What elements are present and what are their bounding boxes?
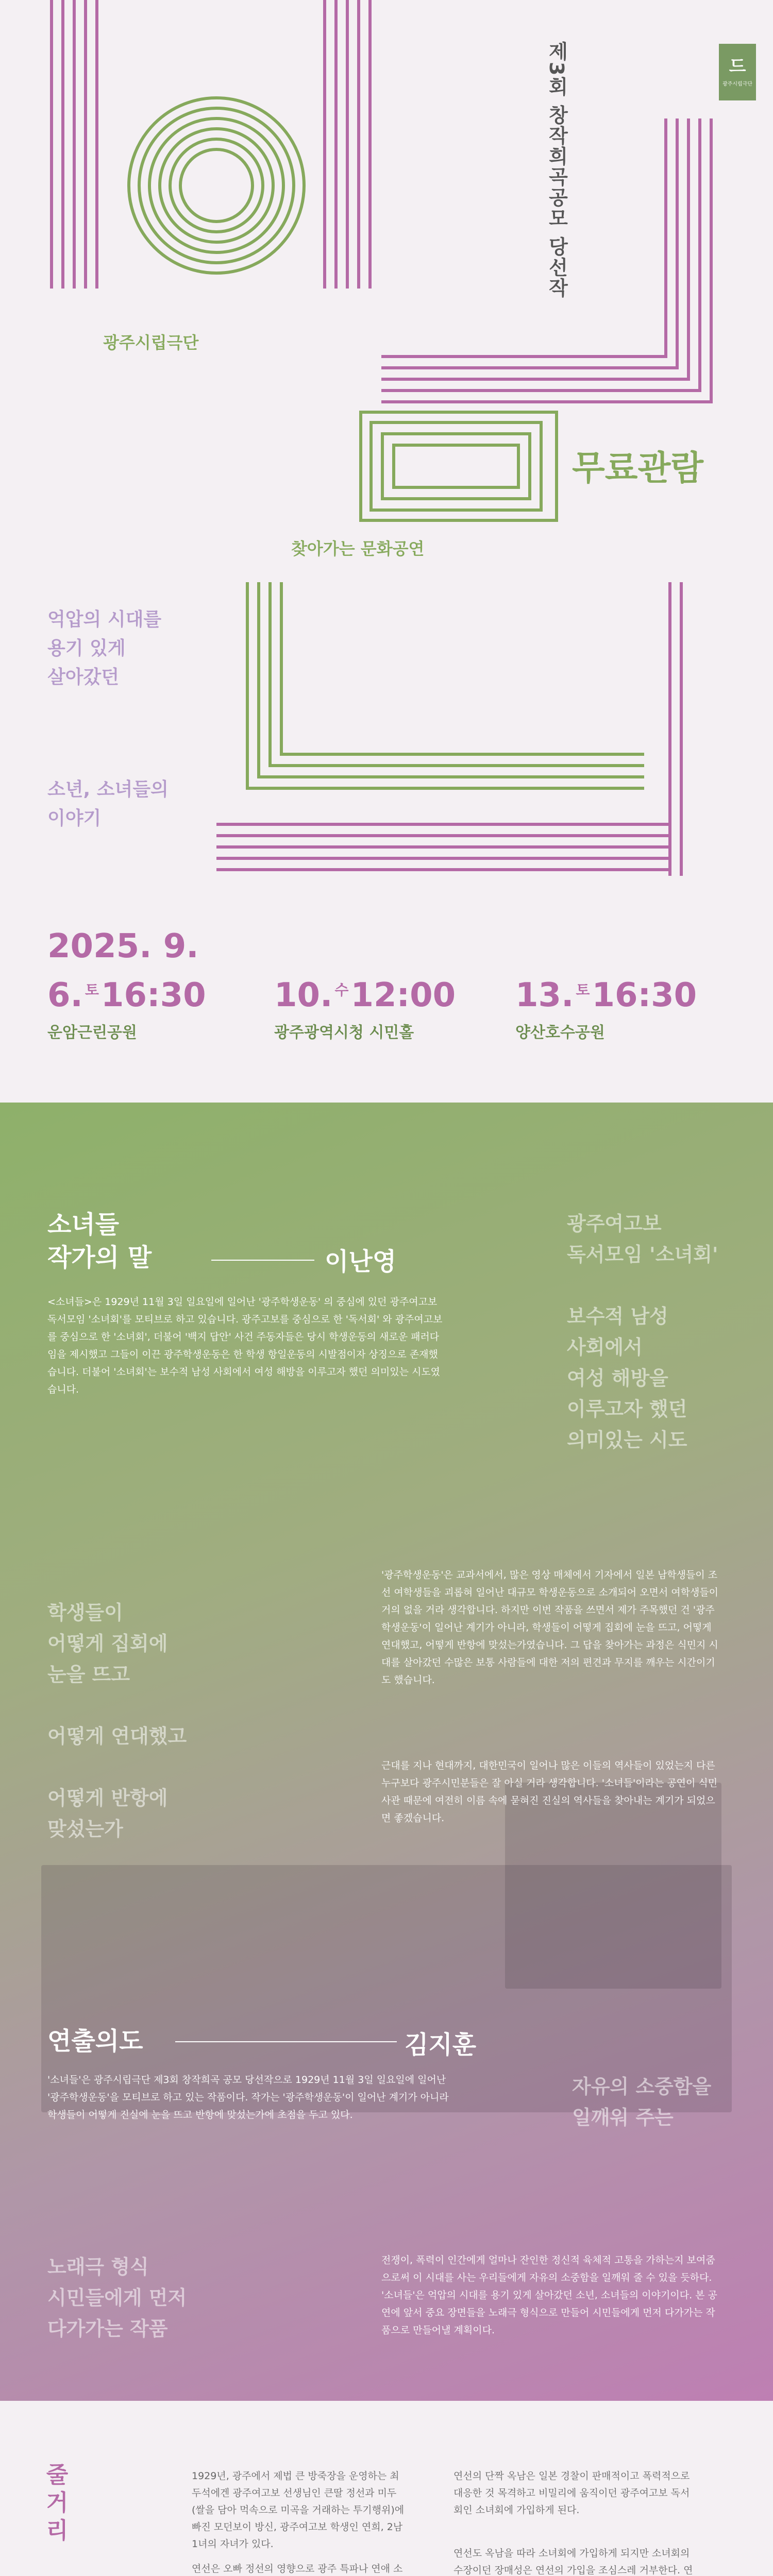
writer-heading: 소녀들 작가의 말	[47, 1210, 152, 1272]
writer-quote: 광주여고보 독서모임 '소녀회' 보수적 남성 사회에서 여성 해방을 이루고자 했던 의미있는 시도	[567, 1212, 718, 1451]
director-quote-left: 노래극 형식 시민들에게 먼저 다가가는 작품	[47, 2256, 187, 2340]
free-admission: 무료관람	[572, 448, 704, 488]
schedule-month: 2025. 9.	[47, 927, 199, 965]
hero-section	[0, 0, 773, 1103]
story-paragraph: 1929년, 광주에서 제법 큰 방죽장을 운영하는 최두석에겐 광주여고보 선생님인 큰딸 정선과 미두(쌀을 담아 먹속으로 미곡을 거래하는 투기행위)에 빠진 모던보이 방신, 광주여고보 학생인 연희, 2남 1녀의 자녀가 있다.	[192, 2470, 405, 2550]
story-paragraph: 연선의 단짝 옥남은 일본 경찰이 판매적이고 폭력적으로 대응한 것 목격하고 비밀리에 움직이던 광주여고보 독서회인 소녀회에 가입하게 된다.	[453, 2470, 690, 2516]
story-section	[0, 2401, 773, 2576]
troupe-name: 광주시립극단	[103, 333, 199, 352]
writer-name: 이난영	[325, 1247, 397, 1276]
writer-text: <소녀들>은 1929년 11월 3일 일요일에 일어난 '광주학생운동' 의 중심에 있던 광주여고보 독서모임 '소녀회'를 모티브로 하고 있습니다. 광주고보를 중심으로 한 '독서회' 와 광주여고보를 중심으로 한 '소녀회', 더불어 '백지 답안' 사건 주동자들은 당시 학생운동의 새로운 패러다임을 제시했고 그들이 이끈 광주학생운동은 한 학생 항일운동의 시발점이자 상징으로 존재했습니다. 더불어 '소녀회'는 보수적 남성 사회에서 여성 해방을 이루고자 했던 의미있는 시도였습니다.	[47, 1296, 443, 1395]
schedule-item: 13. $^토$16:30 양산호수공원	[515, 976, 697, 1042]
middle-quote: 학생들이 어떻게 집회에 눈을 뜨고 어떻게 연대했고 어떻게 반항에 맞섰는가	[47, 1601, 187, 1840]
divider	[175, 2041, 397, 2042]
tagline-2: 소년, 소녀들의 이야기	[47, 779, 169, 829]
director-name: 김지훈	[405, 2030, 477, 2059]
writer-text-2: '광주학생운동'은 교과서에서, 많은 영상 매체에서 기자에서 일본 남학생들이 조선 여학생들을 괴롭혀 일어난 대규모 학생운동으로 소개되어 오면서 여학생들이 거의 없을 거라 생각합니다. 하지만 이번 작품을 쓰면서 제가 주목했던 건 '광주학생운동'이 일어난 계기가 아니라, 학생들이 어떻게 집회에 눈을 뜨고, 어떻게 연대했고, 어떻게 반항에 맞섰는가였습니다. 그 답을 찾아가는 과정은 식민지 시대를 살아갔던 수많은 보통 사람들에 대한 저의 편견과 무지를 깨우는 시간이기도 했습니다.	[381, 1569, 719, 1686]
director-heading: 연출의도	[47, 2027, 143, 2056]
schedule-item: 10. $^수$12:00 광주광역시청 시민홀	[274, 976, 456, 1042]
story-paragraph: 연선은 오빠 정선의 영향으로 광주 특파나 연애 소	[192, 2563, 403, 2574]
story-title: 줄거리	[42, 2463, 68, 2546]
writer-text-3: 근대를 지나 현대까지, 대한민국이 일어나 많은 이들의 역사들이 있었는지 다른 누구보다 광주시민분들은 잘 아실 거라 생각합니다. '소녀들'이라는 공연이 식민사관 때문에 여전히 이름 속에 묻혀진 진실의 역사들을 찾아내는 계기가 되었으면 좋겠습니다.	[381, 1760, 718, 1824]
tagline-1: 억압의 시대를 용기 있게 살아갔던	[47, 609, 162, 688]
story-paragraph: 연선도 옥남을 따라 소녀회에 가입하게 되지만 소녀회의 수장이던 장매성은 연선의 가입을 조심스레 거부한다. 연	[453, 2548, 693, 2576]
schedule-item: 6. $^토$16:30 운암근린공원	[47, 976, 206, 1042]
director-text: '소녀들'은 광주시립극단 제3회 창작희곡 공모 당선작으로 1929년 11월 3일 일요일에 일어난 '광주학생운동'을 모티브로 하고 있는 작품이다. 작가는 '광주학생운동'이 일어난 계기가 아니라 학생들이 어떻게 진실에 눈을 뜨고 반항에 맞섰는가에 초점을 두고 있다.	[47, 2074, 449, 2121]
divider	[211, 1260, 314, 1261]
notes-section	[0, 1103, 773, 2401]
director-quote-right: 자유의 소중함을 일깨워 주는	[572, 2075, 712, 2129]
director-text-2: 전쟁이, 폭력이 인간에게 얼마나 잔인한 정신적 육체적 고통을 가하는지 보여줌으로써 이 시대를 사는 우리들에게 자유의 소중함을 일깨워 줄 수 있을 듯하다. '소녀들'은 억압의 시대를 용기 있게 살아갔던 소년, 소녀들의 이야기이다. 본 공연에 앞서 중요 장면들을 노래극 형식으로 만들어 시민들에게 먼저 다가가는 작품으로 만들어낼 계획이다.	[381, 2255, 717, 2336]
contest-title: 제3회 창작희곡공모 당선작	[545, 41, 568, 298]
visiting-performance: 찾아가는 문화공연	[291, 539, 425, 558]
troupe-logo: 드 광주시립극단	[719, 44, 756, 100]
